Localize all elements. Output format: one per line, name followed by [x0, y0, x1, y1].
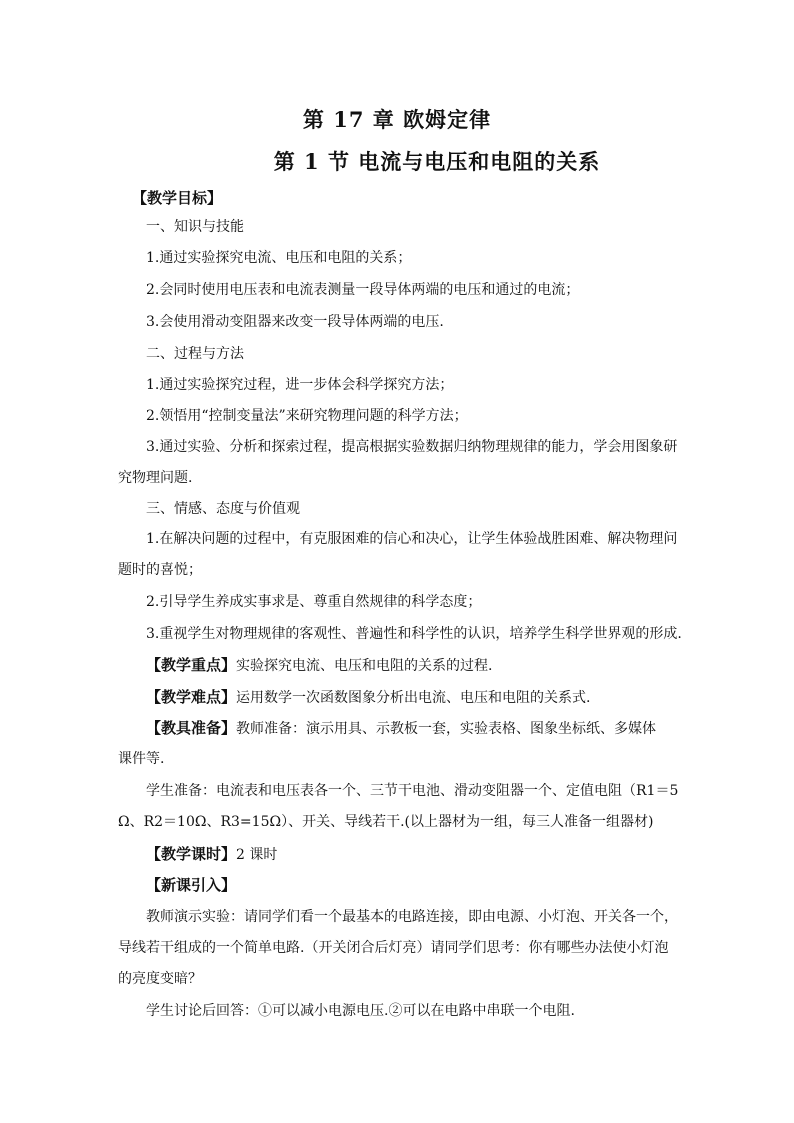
equipment-text-cont: 课件等. — [118, 751, 165, 767]
intro-paragraph-cont: 的亮度变暗？ — [118, 971, 202, 987]
difficulty-text: 运用数学一次函数图象分析出电流、电压和电阻的关系式. — [236, 690, 591, 706]
attitude-item: 2.引导学生养成实事求是、尊重自然规律的科学态度； — [146, 594, 482, 610]
knowledge-item: 2.会同时使用电压表和电流表测量一段导体两端的电压和通过的电流； — [146, 282, 580, 298]
difficulty-label: 【教学难点】 — [146, 688, 237, 706]
hours-text: 2 课时 — [236, 847, 278, 863]
section-title: 第 1 节 电流与电压和电阻的关系 — [273, 149, 601, 174]
difficulty-line — [146, 688, 590, 707]
intro-paragraph-cont: 导线若干组成的一个简单电路.（开关闭合后灯亮）请同学们思考：你有哪些办法使小灯泡 — [118, 940, 669, 956]
key-point-label: 【教学重点】 — [146, 656, 237, 674]
key-point-text: 实验探究电流、电压和电阻的关系的过程. — [236, 658, 493, 674]
equipment-line — [146, 719, 656, 738]
hours-line — [146, 845, 277, 864]
knowledge-heading: 一、知识与技能 — [146, 219, 244, 235]
process-item-cont: 究物理问题. — [118, 470, 193, 486]
equipment-label: 【教具准备】 — [146, 719, 237, 737]
attitude-item: 1.在解决问题的过程中，有克服困难的信心和决心，让学生体验战胜困难、解决物理问 — [146, 531, 678, 547]
process-item: 3.通过实验、分析和探索过程，提高根据实验数据归纳物理规律的能力，学会用图象研 — [146, 439, 678, 455]
student-answer: 学生讨论后回答：①可以减小电源电压.②可以在电路中串联一个电阻. — [146, 1003, 575, 1019]
attitude-heading: 三、情感、态度与价值观 — [146, 501, 300, 517]
chapter-title: 第 17 章 欧姆定律 — [302, 107, 492, 132]
hours-label: 【教学课时】 — [146, 845, 237, 863]
goals-heading: 【教学目标】 — [132, 189, 223, 207]
process-item: 1.通过实验探究过程，进一步体会科学探究方法； — [146, 377, 454, 393]
knowledge-item: 1.通过实验探究电流、电压和电阻的关系； — [146, 250, 412, 266]
equipment-text: 教师准备：演示用具、示教板一套，实验表格、图象坐标纸、多媒体 — [236, 721, 657, 737]
attitude-item-cont: 题时的喜悦； — [118, 562, 202, 578]
intro-heading: 【新课引入】 — [146, 876, 237, 894]
intro-paragraph: 教师演示实验：请同学们看一个最基本的电路连接，即由电源、小灯泡、开关各一个， — [146, 909, 678, 925]
attitude-item: 3.重视学生对物理规律的客观性、普遍性和科学性的认识，培养学生科学世界观的形成. — [146, 626, 682, 642]
knowledge-item: 3.会使用滑动变阻器来改变一段导体两端的电压. — [146, 314, 444, 330]
process-heading: 二、过程与方法 — [146, 346, 244, 362]
student-prep-cont: Ω、R2＝10Ω、R3=15Ω）、开关、导线若干.(以上器材为一组，每三人准备一组器材) — [118, 814, 654, 830]
process-item: 2.领悟用“控制变量法”来研究物理问题的科学方法； — [146, 408, 468, 424]
student-prep: 学生准备：电流表和电压表各一个、三节干电池、滑动变阻器一个、定值电阻（R1＝5 — [146, 783, 679, 799]
key-point-line — [146, 656, 492, 675]
